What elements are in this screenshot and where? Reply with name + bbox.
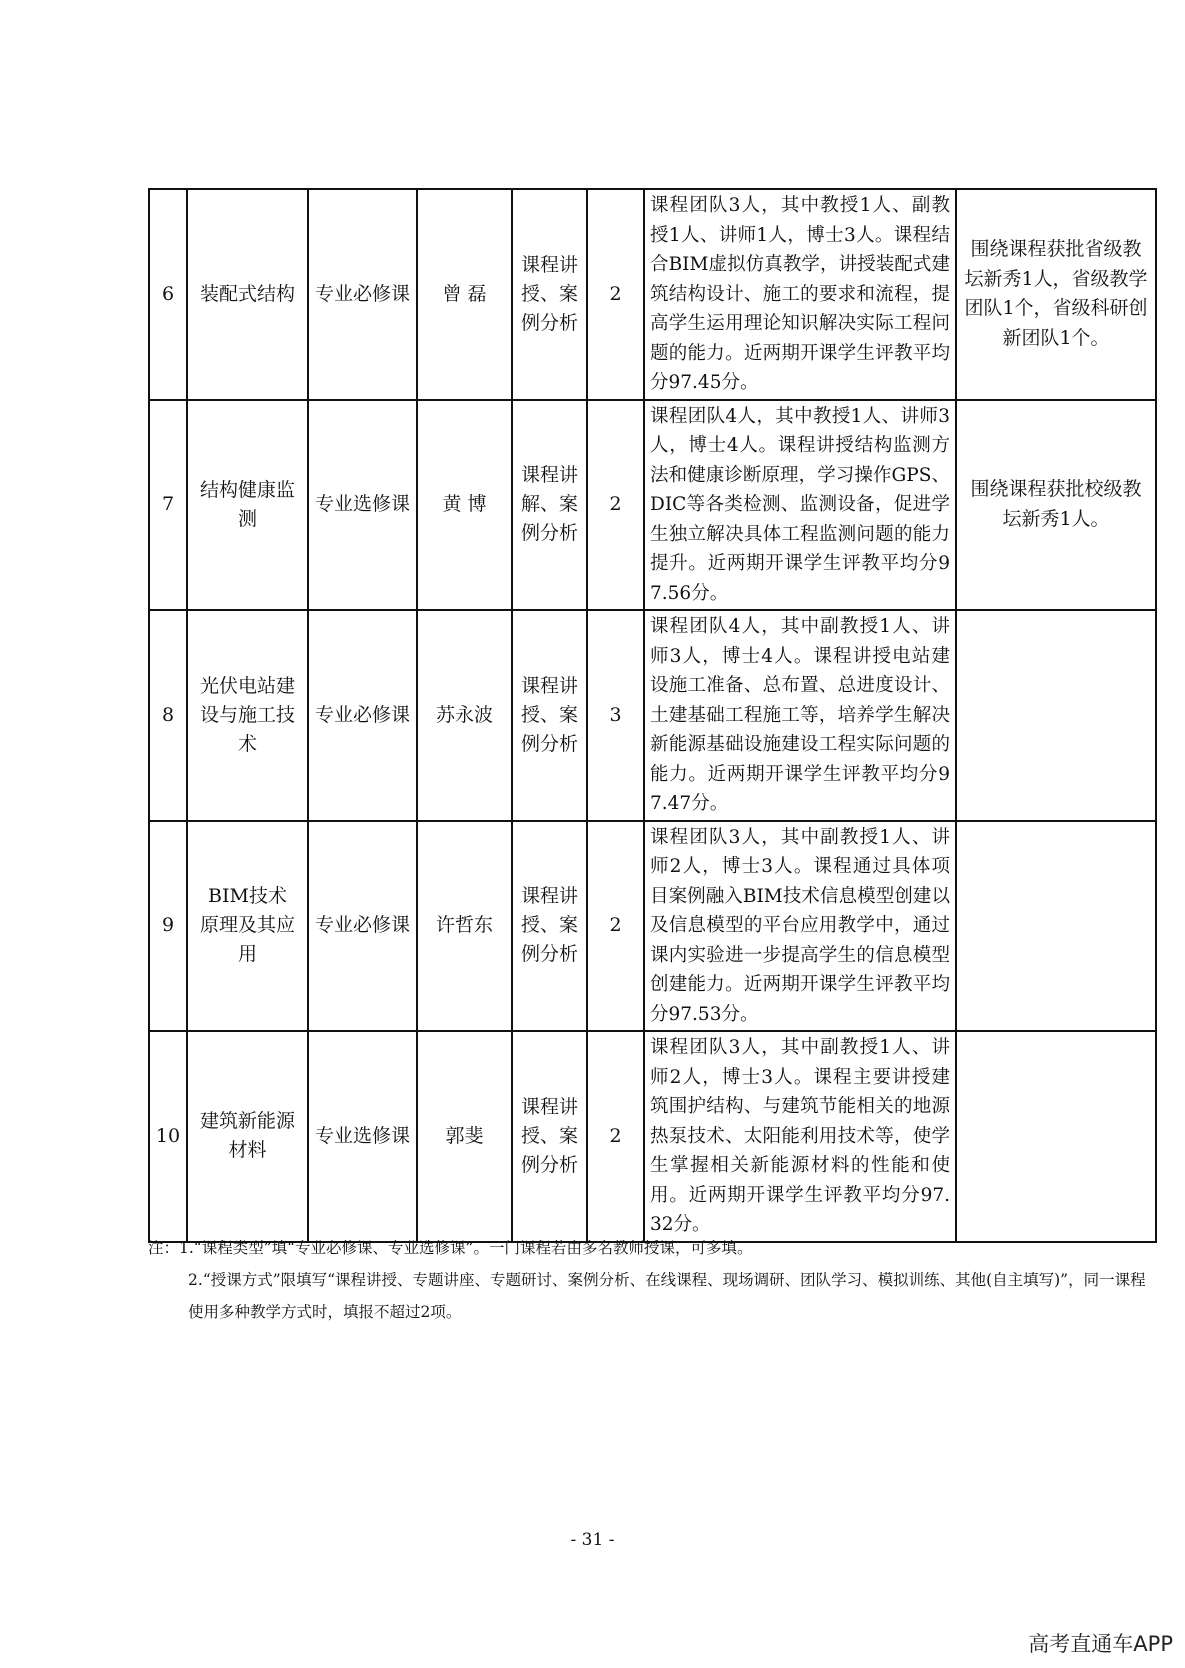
credits: 2 — [587, 821, 644, 1032]
course-description: 课程团队4人，其中教授1人、讲师3人，博士4人。课程讲授结构监测方法和健康诊断原理，学习操作GPS、DIC等各类检测、监测设备，促进学生独立解决具体工程监测问题的能力提升。近两期开课学生评教平均分97.56分。 — [644, 400, 956, 611]
table-row — [149, 400, 1156, 611]
course-name: 装配式结构 — [187, 189, 308, 400]
course-type: 专业必修课 — [308, 821, 417, 1032]
course-name: BIM技术原理及其应用 — [187, 821, 308, 1032]
course-description: 课程团队3人，其中副教授1人、讲师2人，博士3人。课程通过具体项目案例融入BIM技术信息模型创建以及信息模型的平台应用教学中，通过课内实验进一步提高学生的信息模型创建能力。近两期开课学生评教平均分97.53分。 — [644, 821, 956, 1032]
watermark: 高考直通车APP — [1028, 1632, 1173, 1656]
table-row — [149, 821, 1156, 1032]
row-number: 9 — [149, 821, 187, 1032]
page-number: - 31 - — [570, 1530, 615, 1550]
course-name: 建筑新能源材料 — [187, 1031, 308, 1242]
table-row — [149, 1031, 1156, 1242]
teacher-name: 黄 博 — [417, 400, 512, 611]
course-description: 课程团队3人，其中教授1人、副教授1人、讲师1人，博士3人。课程结合BIM虚拟仿真教学，讲授装配式建筑结构设计、施工的要求和流程，提高学生运用理论知识解决实际工程问题的能力。近两期开课学生评教平均分97.45分。 — [644, 189, 956, 400]
teacher-name: 郭斐 — [417, 1031, 512, 1242]
note-1: 注：1.“课程类型”填“专业必修课、专业选修课”。一门课程若由多名教师授课，可多填。 — [148, 1239, 753, 1257]
teaching-method: 课程讲授、案例分析 — [512, 610, 587, 821]
teacher-name: 许哲东 — [417, 821, 512, 1032]
course-honor — [956, 1031, 1156, 1242]
note-2: 2.“授课方式”限填写“课程讲授、专题讲座、专题研讨、案例分析、在线课程、现场调研、团队学习、模拟训练、其他(自主填写)”，同一课程使用多种教学方式时，填报不超过2项。 — [188, 1271, 1146, 1321]
course-honor — [956, 821, 1156, 1032]
credits: 2 — [587, 400, 644, 611]
teaching-method: 课程讲授、案例分析 — [512, 1031, 587, 1242]
course-table — [148, 188, 1157, 1243]
course-description: 课程团队4人，其中副教授1人、讲师3人，博士4人。课程讲授电站建设施工准备、总布置、总进度设计、土建基础工程施工等，培养学生解决新能源基础设施建设工程实际问题的能力。近两期开课学生评教平均分97.47分。 — [644, 610, 956, 821]
credits: 3 — [587, 610, 644, 821]
teaching-method: 课程讲授、案例分析 — [512, 189, 587, 400]
course-honor: 围绕课程获批校级教坛新秀1人。 — [956, 400, 1156, 611]
row-number: 8 — [149, 610, 187, 821]
course-description: 课程团队3人，其中副教授1人、讲师2人，博士3人。课程主要讲授建筑围护结构、与建筑节能相关的地源热泵技术、太阳能利用技术等，使学生掌握相关新能源材料的性能和使用。近两期开课学生评教平均分97.32分。 — [644, 1031, 956, 1242]
table-notes — [148, 1232, 1158, 1328]
teacher-name: 苏永波 — [417, 610, 512, 821]
teaching-method: 课程讲解、案例分析 — [512, 400, 587, 611]
table-row — [149, 189, 1156, 400]
course-type: 专业必修课 — [308, 610, 417, 821]
teacher-name: 曾 磊 — [417, 189, 512, 400]
teaching-method: 课程讲授、案例分析 — [512, 821, 587, 1032]
course-honor: 围绕课程获批省级教坛新秀1人，省级教学团队1个，省级科研创新团队1个。 — [956, 189, 1156, 400]
row-number: 10 — [149, 1031, 187, 1242]
credits: 2 — [587, 1031, 644, 1242]
row-number: 7 — [149, 400, 187, 611]
course-type: 专业选修课 — [308, 1031, 417, 1242]
course-honor — [956, 610, 1156, 821]
row-number: 6 — [149, 189, 187, 400]
credits: 2 — [587, 189, 644, 400]
course-name: 光伏电站建设与施工技术 — [187, 610, 308, 821]
course-type: 专业选修课 — [308, 400, 417, 611]
course-type: 专业必修课 — [308, 189, 417, 400]
table-row — [149, 610, 1156, 821]
course-name: 结构健康监测 — [187, 400, 308, 611]
